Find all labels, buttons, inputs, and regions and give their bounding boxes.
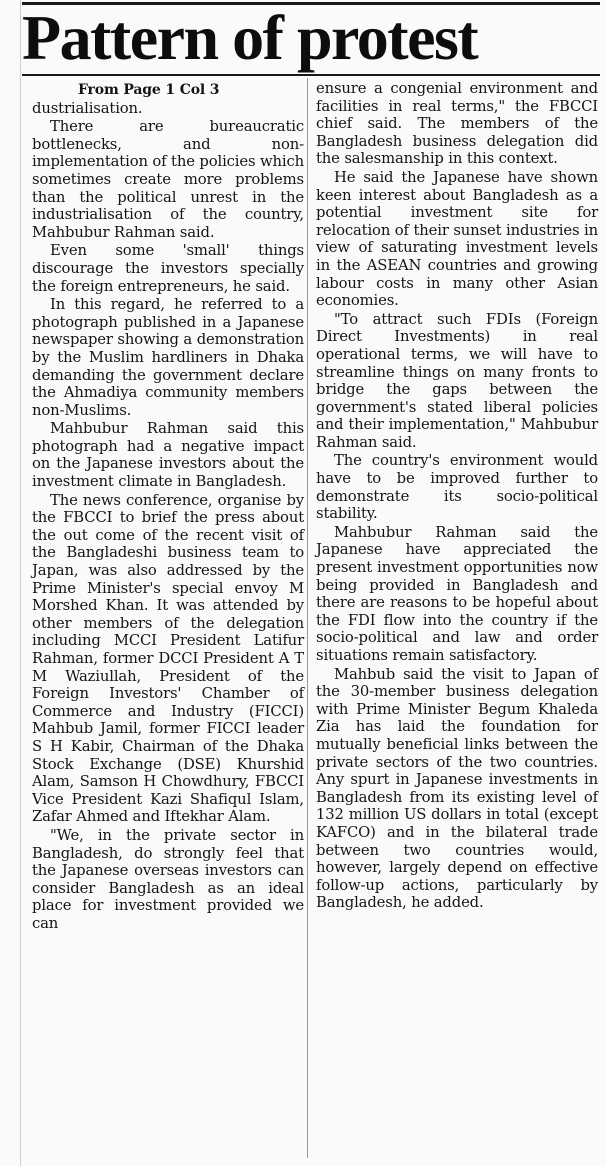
article-paragraph: The country's environment would have to be improved further to demonstrate its socio-political stability. xyxy=(316,452,598,523)
article-paragraph: ensure a congenial environment and facilities in real terms," the FBCCI chief said. The members of the Bangladesh business delegation did the salesmanship in this context. xyxy=(316,80,598,168)
clipping-edge xyxy=(20,0,21,1166)
article-paragraph: In this regard, he referred to a photograph published in a Japanese newspaper showing a demonstration by the Muslim hardliners in Dhaka demanding the government declare the Ahmadiya community members non-Muslims. xyxy=(32,296,304,419)
right-column xyxy=(316,80,598,912)
headline: Pattern of protest xyxy=(22,2,478,73)
article-paragraph: "To attract such FDIs (Foreign Direct Investments) in real operational terms, we will have to streamline things on many fronts to bridge the gaps between the government's stated liberal policies and their implementation," Mahbubur Rahman said. xyxy=(316,310,598,451)
article-paragraph: dustrialisation. xyxy=(32,99,143,117)
article-paragraph: Mahbubur Rahman said the Japanese have appreciated the present investment opportunities now being provided in Bangladesh and there are reasons to be hopeful about the FDI flow into the country if the socio-political and law and order situations remain satisfactory. xyxy=(316,523,598,664)
left-column xyxy=(32,82,304,933)
article-paragraph: There are bureaucratic bottlenecks, and non-implementation of the policies which sometimes create more problems than the political unrest in the industrialisation of the country, Mahbubur Rahman said. xyxy=(32,118,304,241)
jump-line: From Page 1 Col 3 xyxy=(78,82,220,98)
headline-rule xyxy=(22,74,600,76)
article-paragraph: Even some 'small' things discourage the investors specially the foreign entrepreneurs, he said. xyxy=(32,242,304,295)
article-paragraph: He said the Japanese have shown keen interest about Bangladesh as a potential investment site for relocation of their sunset industries in view of saturating investment levels in the ASEAN countries and growing labour costs in many other Asian economies. xyxy=(316,168,598,310)
article-paragraph: Mahbub said the visit to Japan of the 30-member business delegation with Prime Minister Begum Khaleda Zia has laid the foundation for mutually beneficial links between the private sectors of the two countries. Any spurt in Japanese investments in Bangladesh from its existing level of 132 million US dollars in total (except KAFCO) and in the bilateral trade between two countries would, however, largely depend on effective follow-up actions, particularly by Bangladesh, he added. xyxy=(316,665,598,912)
column-divider xyxy=(307,78,308,1158)
article-paragraph: The news conference, organise by the FBCCI to brief the press about the out come of the recent visit of the Bangladeshi business team to Japan, was also addressed by the Prime Minister's special envoy M Morshed Khan. It was attended by other members of the delegation including MCCI President Latifur Rahman, former DCCI President A T M Waziullah, President of the Foreign Investors' Chamber of Commerce and Industry (FICCI) Mahbub Jamil, former FICCI leader S H Kabir, Chairman of the Dhaka Stock Exchange (DSE) Khurshid Alam, Samson H Chowdhury, FBCCI Vice President Kazi Shafiqul Islam, Zafar Ahmed and Iftekhar Alam. xyxy=(32,491,304,826)
article-paragraph: "We, in the private sector in Bangladesh, do strongly feel that the Japanese overseas investors can consider Bangladesh as an ideal place for investment provided we can xyxy=(32,826,304,932)
article-paragraph: Mahbubur Rahman said this photograph had a negative impact on the Japanese investors about the investment climate in Bangladesh. xyxy=(32,420,304,491)
